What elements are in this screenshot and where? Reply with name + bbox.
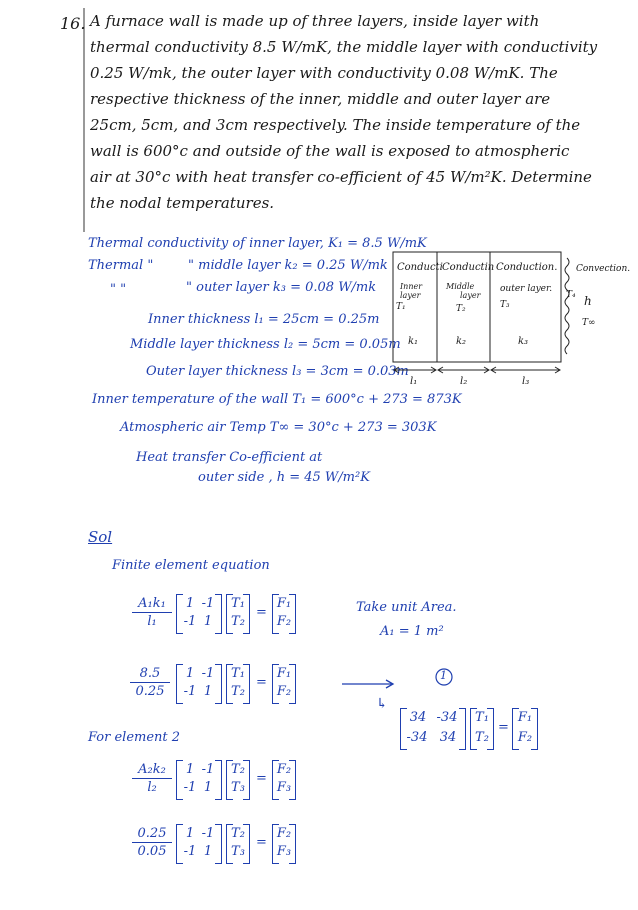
vector-cell: T₃ <box>231 780 245 795</box>
matrix-cell: 1 <box>203 614 213 629</box>
given-k3: " outer layer k₃ = 0.08 W/mk <box>186 280 377 295</box>
matrix-cell: -1 <box>183 844 197 859</box>
diagram-col2-head: Conductin <box>442 262 495 273</box>
given-tinf: Atmospheric air Temp T∞ = 30°c + 273 = 303K <box>120 420 437 435</box>
stiffness-matrix-unit <box>176 824 222 864</box>
diagram-k3-label: k₃ <box>518 336 529 347</box>
matrix-cell: -1 <box>201 762 215 777</box>
arrow-down-right-icon: ↳ <box>376 696 388 712</box>
given-h-line1: Heat transfer Co-efficient at <box>136 450 323 465</box>
given-h-line2: outer side , h = 45 W/m²K <box>198 470 370 485</box>
vector-cell: F₂ <box>276 826 292 841</box>
diagram-convection-label: Convection. <box>576 264 631 274</box>
matrix-cell: -34 <box>406 730 428 745</box>
element-2-label: For element 2 <box>88 730 181 745</box>
vector-cell: F₁ <box>276 596 292 611</box>
matrix-cell: 1 <box>185 666 195 681</box>
problem-line: 25cm, 5cm, and 3cm respectively. The inside temperature of the <box>90 116 581 134</box>
vector-cell: T₁ <box>231 596 245 611</box>
stiffness-matrix-unit <box>176 760 222 800</box>
vector-cell: F₂ <box>517 730 533 745</box>
diagram-l2-label: l₂ <box>460 376 468 387</box>
problem-number: 16. <box>60 14 86 33</box>
frac-bar <box>130 682 170 683</box>
diagram-col3-head: Conduction. <box>496 262 558 273</box>
diagram-t3-label: T₃ <box>500 300 510 310</box>
frac-8-5-over-0-25 <box>130 666 170 699</box>
vector-cell: T₁ <box>231 666 245 681</box>
equals-sign: = <box>256 835 267 850</box>
matrix-cell: -1 <box>183 614 197 629</box>
matrix-cell: -1 <box>183 684 197 699</box>
frac-bar <box>132 778 172 779</box>
frac-a2k2-over-l2 <box>132 762 172 795</box>
vector-cell: T₂ <box>231 762 245 777</box>
given-k2: " middle layer k₂ = 0.25 W/mk <box>188 258 388 273</box>
frac-num: A₂k₂ <box>138 762 166 777</box>
vector-cell: F₁ <box>517 710 533 725</box>
vector-cell: T₃ <box>231 844 245 859</box>
diagram-t2-label: T₂ <box>456 304 466 314</box>
equals-sign: = <box>256 675 267 690</box>
diagram-h-label: h <box>584 294 592 308</box>
bracket-right <box>215 824 222 864</box>
given-k1: Thermal conductivity of inner layer, K₁ = 8.5 W/mK <box>88 236 427 251</box>
bracket-right <box>215 664 222 704</box>
diagram-col1-sub: Inner <box>400 282 423 291</box>
frac-a1k1-over-l1 <box>132 596 172 629</box>
matrix-cell: 1 <box>203 684 213 699</box>
vector-cell: F₃ <box>276 844 292 859</box>
force-vector <box>272 594 296 634</box>
vector-cell: T₂ <box>231 614 245 629</box>
given-k2-prefix: Thermal " <box>88 258 154 273</box>
temperature-vector <box>226 594 250 634</box>
vector-cell: F₂ <box>276 762 292 777</box>
diagram-t1-label: T₁ <box>396 302 406 312</box>
problem-line: respective thickness of the inner, middle and outer layer are <box>90 90 551 108</box>
bracket-right <box>459 708 466 750</box>
stiffness-matrix-34 <box>400 708 466 750</box>
vector-cell: F₃ <box>276 780 292 795</box>
temperature-vector <box>470 708 494 750</box>
matrix-cell: -1 <box>201 596 215 611</box>
given-l1: Inner thickness l₁ = 25cm = 0.25m <box>148 312 380 327</box>
fe-label: Finite element equation <box>112 558 270 573</box>
bracket-right <box>215 594 222 634</box>
diagram-t4-label: T₄ <box>566 290 576 300</box>
vector-cell: T₂ <box>475 730 489 745</box>
diagram-k2-label: k₂ <box>456 336 467 347</box>
equals-sign: = <box>256 771 267 786</box>
matrix-cell: 1 <box>203 844 213 859</box>
diagram-l1-label: l₁ <box>410 376 418 387</box>
diagram-col1-head: Conducti <box>397 262 443 273</box>
vector-cell: F₂ <box>276 614 292 629</box>
matrix-cell: 34 <box>409 710 427 725</box>
take-unit-area: Take unit Area. <box>356 600 457 615</box>
diagram-col3-sub: outer layer. <box>500 284 553 294</box>
vector-cell: T₂ <box>231 826 245 841</box>
sol-label: Sol <box>88 528 113 546</box>
equals-sign: = <box>256 605 267 620</box>
force-vector <box>272 664 296 704</box>
frac-bar <box>132 842 172 843</box>
matrix-cell: -1 <box>183 780 197 795</box>
frac-den: 0.25 <box>135 684 165 699</box>
frac-den: 0.05 <box>137 844 167 859</box>
diagram-k1-label: k₁ <box>408 336 419 347</box>
area-equation: A₁ = 1 m² <box>380 624 444 639</box>
temperature-vector <box>226 824 250 864</box>
vector-cell: F₂ <box>276 684 292 699</box>
frac-num: A₁k₁ <box>138 596 166 611</box>
stiffness-matrix-unit <box>176 594 222 634</box>
force-vector <box>272 824 296 864</box>
bracket-right <box>215 760 222 800</box>
temperature-vector <box>226 664 250 704</box>
stiffness-matrix-unit <box>176 664 222 704</box>
matrix-cell: 34 <box>439 730 457 745</box>
matrix-cell: -1 <box>201 666 215 681</box>
frac-den: l₁ <box>147 614 157 629</box>
matrix-cell: -1 <box>201 826 215 841</box>
equals-sign: = <box>498 720 509 735</box>
circled-number: 1 <box>440 669 447 682</box>
frac-0-25-over-0-05 <box>132 826 172 859</box>
given-l3: Outer layer thickness l₃ = 3cm = 0.03m <box>146 364 409 379</box>
matrix-cell: -34 <box>436 710 458 725</box>
vector-cell: F₁ <box>276 666 292 681</box>
temperature-vector <box>226 760 250 800</box>
matrix-cell: 1 <box>185 596 195 611</box>
diagram-tinf-label: T∞ <box>582 318 596 328</box>
vector-cell: T₂ <box>231 684 245 699</box>
diagram-l3-label: l₃ <box>522 376 530 387</box>
frac-num: 8.5 <box>139 666 161 681</box>
given-t1: Inner temperature of the wall T₁ = 600°c + 273 = 873K <box>92 392 462 407</box>
frac-num: 0.25 <box>137 826 167 841</box>
matrix-cell: 1 <box>185 762 195 777</box>
matrix-cell: 1 <box>185 826 195 841</box>
problem-line: 0.25 W/mk, the outer layer with conductivity 0.08 W/mK. The <box>90 64 558 82</box>
matrix-cell: 1 <box>203 780 213 795</box>
problem-line: air at 30°c with heat transfer co-efficient of 45 W/m²K. Determine <box>90 168 592 186</box>
force-vector <box>272 760 296 800</box>
given-k3-prefix: " " <box>110 282 127 297</box>
vector-cell: T₁ <box>475 710 489 725</box>
problem-line: A furnace wall is made up of three layers, inside layer with <box>90 12 540 30</box>
diagram-col2-sub: Middle <box>446 282 475 291</box>
force-vector <box>512 708 538 750</box>
frac-bar <box>132 612 172 613</box>
diagram-col1-sub: layer <box>400 291 421 300</box>
problem-line: the nodal temperatures. <box>90 194 275 212</box>
problem-line: thermal conductivity 8.5 W/mK, the middle layer with conductivity <box>90 38 598 56</box>
frac-den: l₂ <box>147 780 157 795</box>
problem-line: wall is 600°c and outside of the wall is exposed to atmospheric <box>90 142 570 160</box>
given-l2: Middle layer thickness l₂ = 5cm = 0.05m <box>130 337 401 352</box>
diagram-col2-sub: layer <box>460 291 481 300</box>
